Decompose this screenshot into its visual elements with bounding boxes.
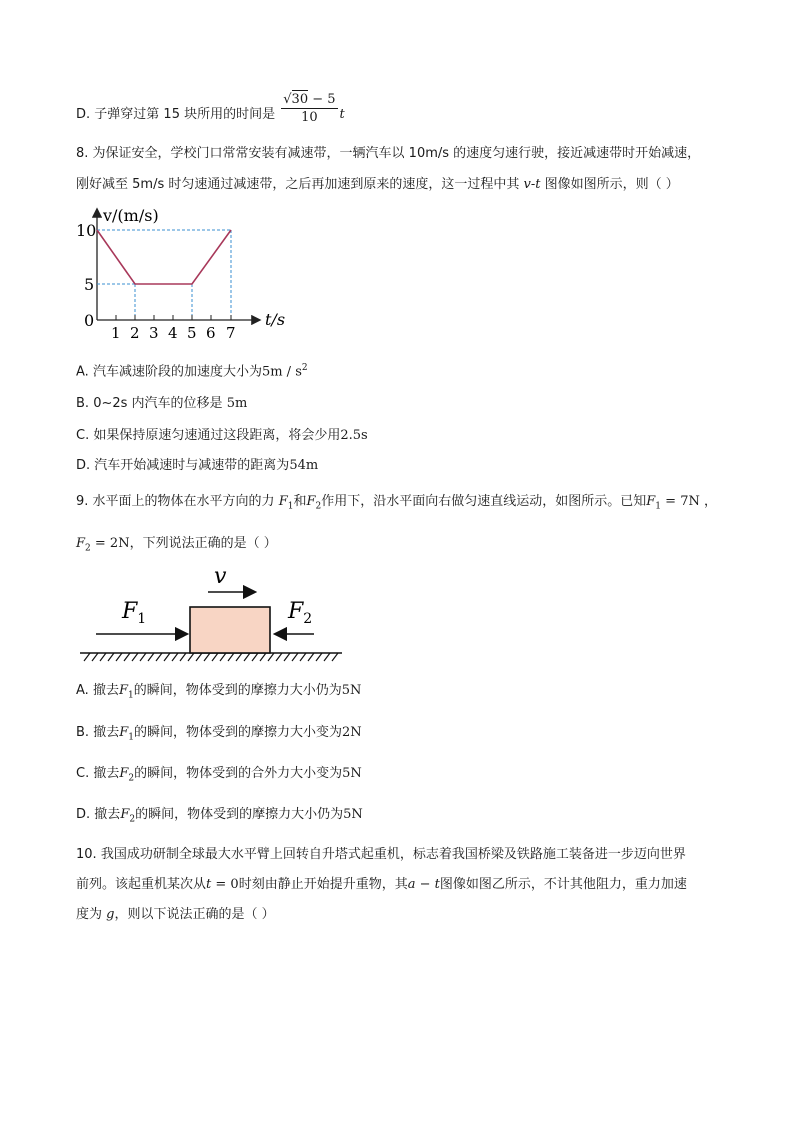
q8-option-d: D. 汽车开始减速时与减速带的距离为54m bbox=[76, 458, 319, 473]
q8-option-a: A. 汽车减速阶段的加速度大小为$5m / s^2$ bbox=[76, 363, 308, 380]
block bbox=[190, 607, 270, 653]
fraction: $\frac{√30 - 5}{10}$ bbox=[283, 92, 336, 125]
q9-option-a: A. 撤去$F_1$的瞬间，物体受到的摩擦力大小仍为5N bbox=[76, 683, 362, 701]
q9-option-c: C. 撤去$F_2$的瞬间，物体受到的合外力大小变为5N bbox=[76, 766, 362, 784]
force2-label: $F_2$ bbox=[288, 599, 313, 627]
tick-label-t3: 3 bbox=[149, 324, 159, 342]
y-axis-label: v/(m/s) bbox=[103, 206, 159, 225]
q10-stem-line3: 度为 g，则以下说法正确的是（ ） bbox=[76, 907, 275, 922]
tick-label-t6: 6 bbox=[206, 324, 216, 342]
tick-label-t2: 2 bbox=[130, 324, 140, 342]
tick-label-t7: 7 bbox=[226, 324, 236, 342]
vt-curve bbox=[97, 230, 231, 284]
q8-stem-line2: 刚好减至 5m/s 时匀速通过减速带，之后再加速到原来的速度，这一过程中其 v-t 图像如图所示，则（ ） bbox=[76, 177, 679, 192]
option-label: D. bbox=[76, 107, 91, 122]
q8-option-c: C. 如果保持原速匀速通过这段距离，将会少用2.5s bbox=[76, 428, 368, 443]
q7-option-d bbox=[76, 92, 345, 132]
velocity-label: v bbox=[214, 564, 227, 589]
q8-option-b: B. 0~2s 内汽车的位移是 5m bbox=[76, 396, 248, 411]
q9-stem-line2: $F_2 = 2N$，下列说法正确的是（ ） bbox=[76, 536, 277, 554]
tick-label-10: 10 bbox=[76, 221, 97, 240]
q10-stem-line1: 10. 我国成功研制全球最大水平臂上回转自升塔式起重机，标志着我国桥梁及铁路施工装备进一步迈向世界 bbox=[76, 847, 686, 862]
tick-label-t1: 1 bbox=[111, 324, 121, 342]
ground-hatching bbox=[84, 653, 338, 661]
q8-stem-line1: 8. 为保证安全，学校门口常常安装有减速带，一辆汽车以 10m/s 的速度匀速行驶，接近减速带时开始减速， bbox=[76, 146, 701, 161]
q10-stem-line2: 前列。该起重机某次从t = 0时刻由静止开始提升重物，其a − t图像如图乙所示，不计其他阻力，重力加速 bbox=[76, 877, 687, 892]
q9-force-diagram bbox=[78, 562, 348, 664]
tick-label-t5: 5 bbox=[187, 324, 197, 342]
origin-label: 0 bbox=[84, 311, 95, 330]
tick-label-t4: 4 bbox=[168, 324, 178, 342]
q9-option-d: D. 撤去$F_2$的瞬间，物体受到的摩擦力大小仍为5N bbox=[76, 807, 363, 825]
q9-stem-line1: 9. 水平面上的物体在水平方向的力 $F_1$和$F_2$作用下，沿水平面向右做匀速直线运动，如图所示。已知$F_1 = 7N$ ， bbox=[76, 494, 717, 512]
option-text: 子弹穿过第 15 块所用的时间是 bbox=[94, 107, 276, 122]
force1-label: $F_1$ bbox=[122, 599, 147, 627]
tick-label-5: 5 bbox=[84, 275, 95, 294]
q8-vt-graph bbox=[76, 204, 306, 344]
x-axis-label: t/s bbox=[265, 310, 286, 329]
variable-t: t bbox=[339, 107, 345, 122]
q9-option-b: B. 撤去$F_1$的瞬间，物体受到的摩擦力大小变为2N bbox=[76, 725, 362, 743]
